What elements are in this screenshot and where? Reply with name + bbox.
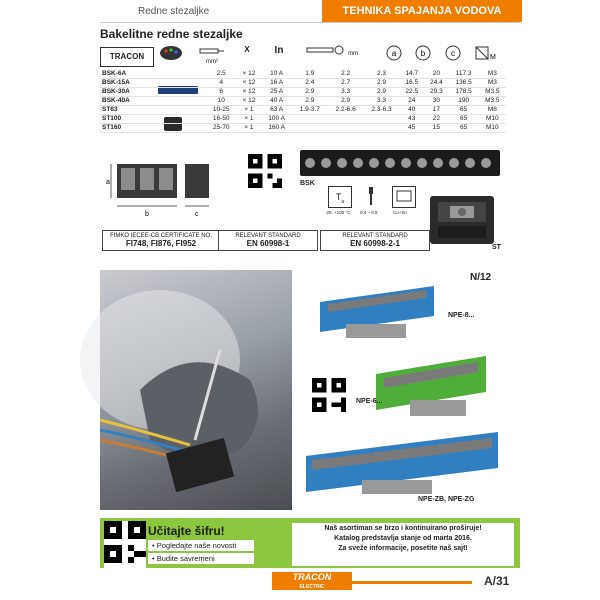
spec-cell <box>328 115 364 124</box>
spec-cell: 190 <box>458 97 470 104</box>
spec-cell: 2.5 <box>216 70 226 77</box>
product-code: BSK-15A <box>102 79 130 86</box>
thumbnail-cell <box>146 70 206 79</box>
page-number: A/31 <box>484 574 510 588</box>
wire-mm2-icon <box>198 45 226 65</box>
spec-cell: 30 <box>432 97 440 104</box>
npe-label-2: NPE-6... <box>356 398 383 405</box>
thumbnail-cell <box>146 106 206 115</box>
table-row <box>100 79 506 88</box>
spec-cell: 4 <box>219 79 224 86</box>
screwdriver-icon <box>360 186 382 206</box>
bsk-label: BSK <box>300 180 315 187</box>
message-line: Za sveže informacije, posetite naš sajt! <box>338 545 468 552</box>
spec-cell: × 12 <box>242 88 256 95</box>
product-code: BSK-6A <box>102 70 127 77</box>
x-label: X <box>244 45 250 54</box>
spec-cell: 10-25 <box>212 106 230 113</box>
spec-cell: 16 A <box>270 79 284 86</box>
spec-cell: 2.9 <box>305 88 315 95</box>
spec-cell <box>364 124 400 133</box>
thumbnail-cell <box>146 115 206 124</box>
npe-badge: N/12 <box>470 272 492 283</box>
spec-cell <box>292 115 328 124</box>
section-label: Redne stezaljke <box>138 6 210 17</box>
fimko-certificate-box <box>102 230 220 251</box>
npe-blue-busbar <box>316 284 438 342</box>
spec-cell <box>328 124 364 133</box>
spec-cell: 2.9 <box>376 79 387 86</box>
tracon-footer-logo <box>272 572 352 590</box>
thumbnail-cell <box>146 88 206 97</box>
m-label: M <box>490 54 496 61</box>
spec-cell: 2.9 <box>305 97 315 104</box>
standard-en60998-1-box <box>218 230 318 251</box>
spec-cell: 10 <box>217 97 225 104</box>
dimension-diagram <box>103 158 223 228</box>
spec-cell: 20 <box>432 70 440 77</box>
screw-mm-icon <box>302 45 362 65</box>
qr-code-bottom <box>104 521 146 568</box>
spec-cell: 2.9 <box>376 88 387 95</box>
spec-cell: 65 <box>460 115 468 122</box>
standard-head: RELEVANT STANDARD <box>235 233 301 239</box>
bsk-screw <box>305 158 315 168</box>
spec-cell: 15 <box>432 124 440 131</box>
bsk-screw <box>465 158 475 168</box>
tracon-logo: TRACON <box>100 47 154 67</box>
catalog-message <box>292 523 514 566</box>
spec-cell <box>364 115 400 124</box>
spec-cell: 16-50 <box>212 115 230 122</box>
current-icon <box>268 45 290 65</box>
spec-cell: M8 <box>487 106 497 113</box>
npe-label-1: NPE-8... <box>448 312 475 319</box>
standard-value: EN 60998-1 <box>246 239 290 248</box>
standard-head: RELEVANT STANDARD <box>342 233 408 239</box>
bsk-screw <box>433 158 443 168</box>
qr-code-top <box>248 154 282 193</box>
category-banner: TEHNIKA SPAJANJA VODOVA <box>322 0 522 22</box>
bsk-screw <box>337 158 347 168</box>
spec-cell: 29.3 <box>430 88 443 95</box>
b-label: b <box>420 49 426 58</box>
spec-cell: 2.4 <box>305 79 315 86</box>
c-icon <box>444 45 462 65</box>
spec-cell: 45 <box>408 124 416 131</box>
b-icon <box>414 45 432 65</box>
mm-label: mm <box>348 51 359 57</box>
torque-range: 0.4 – 0.8 <box>360 210 378 215</box>
in-label: In <box>274 45 284 56</box>
npe-green-busbar <box>370 350 492 420</box>
temperature-icon: $T_a$ <box>328 186 352 208</box>
scan-code-heading: Učitajte šifru! <box>148 524 225 538</box>
message-line: Katalog predstavlja stanje od marta 2016. <box>334 535 472 542</box>
list-item-text: Budite savremeni <box>156 554 215 563</box>
spec-cell: 25 A <box>270 88 284 95</box>
spec-cell: 3.3 <box>376 97 387 104</box>
st-terminal-block <box>430 196 494 244</box>
brand-tagline: ELECTRIC <box>299 584 325 590</box>
spec-cell: 24.4 <box>430 79 443 86</box>
spec-cell: 17 <box>432 106 440 113</box>
spec-cell: 14.7 <box>405 70 419 77</box>
mm2-label: mm² <box>206 59 218 65</box>
qr-code-middle <box>312 378 346 417</box>
table-row <box>100 106 506 115</box>
m-icon <box>473 45 496 65</box>
spec-cell: 117.3 <box>455 70 472 77</box>
dim-c-label: c <box>195 211 199 218</box>
spec-cell: 10 A <box>270 70 284 77</box>
spec-cell: × 1 <box>244 124 254 131</box>
dim-b-label: b <box>145 211 149 218</box>
temperature-range: -25..+100 °C <box>325 210 351 215</box>
spec-cell: 2.3 <box>376 70 387 77</box>
brand-name: TRACON <box>292 572 332 582</box>
spec-cell: 43 <box>408 115 416 122</box>
spec-cell: 136.5 <box>455 79 472 86</box>
spec-cell: 22.5 <box>405 88 419 95</box>
spec-cell: 22 <box>432 115 440 122</box>
list-item-text: Pogledajte naše novosti <box>156 541 237 550</box>
page-title: Bakelitne redne stezaljke <box>100 27 243 41</box>
spec-cell: 1.9-3.7 <box>299 106 320 113</box>
spec-cell: × 12 <box>242 70 256 77</box>
bsk-screw <box>449 158 459 168</box>
spec-cell: 2.3-6.3 <box>371 106 392 113</box>
spec-cell: 65 <box>460 106 468 113</box>
scan-code-list <box>148 540 254 566</box>
bsk-screw <box>481 158 491 168</box>
standard-en60998-2-1-box <box>320 230 430 251</box>
spec-cell: M3 <box>487 70 497 77</box>
list-item: • Budite savremeni <box>148 553 254 564</box>
product-code: BSK-40A <box>102 97 130 104</box>
c-label: c <box>451 49 455 58</box>
bsk-screw <box>401 158 411 168</box>
spec-cell <box>292 124 328 133</box>
spec-cell: M10 <box>486 124 499 131</box>
spec-cell: 6 <box>219 88 224 95</box>
spec-cell: 178.5 <box>455 88 472 95</box>
st-label: ST <box>492 244 501 251</box>
spec-cell: × 1 <box>244 115 254 122</box>
spec-cell: 25-70 <box>212 124 230 131</box>
spec-cell: M10 <box>486 115 499 122</box>
product-code: ST160 <box>102 124 122 131</box>
message-line: Naš asortiman se brzo i kontinuirano proširuje! <box>324 525 482 532</box>
a-icon <box>385 45 403 65</box>
spec-cell: M3.5 <box>485 97 500 104</box>
npe-z-busbar <box>302 430 502 502</box>
bsk-screw <box>369 158 379 168</box>
spec-cell: 160 A <box>268 124 285 131</box>
bsk-screw <box>385 158 395 168</box>
spec-cell: 100 A <box>268 115 285 122</box>
palette-icon <box>158 45 184 65</box>
table-row <box>100 97 506 106</box>
spec-cell: 65 <box>460 124 468 131</box>
x-count-icon <box>237 45 257 65</box>
table-row <box>100 88 506 97</box>
material-icon <box>392 186 416 208</box>
dim-a-label: a <box>106 179 110 186</box>
spec-cell: 1.9 <box>305 70 315 77</box>
spec-cell: 3.3 <box>341 88 351 95</box>
spec-cell: 40 A <box>270 97 284 104</box>
thumbnail-cell <box>146 79 206 88</box>
thumbnail-cell <box>146 124 206 133</box>
material-label: Cu+Sn <box>393 210 407 215</box>
spec-cell: × 1 <box>244 106 254 113</box>
bsk-screw <box>417 158 427 168</box>
standard-value: EN 60998-2-1 <box>350 239 400 248</box>
spec-cell: × 12 <box>242 97 256 104</box>
list-item: • Pogledajte naše novosti <box>148 540 254 551</box>
table-row <box>100 124 506 133</box>
footer-accent-bar <box>352 581 472 584</box>
table-row <box>100 115 506 124</box>
spec-cell: 40 <box>408 106 416 113</box>
standard-value: FI748, FI876, FI952 <box>125 239 197 248</box>
spec-cell: 24 <box>408 97 416 104</box>
a-label: a <box>391 49 397 58</box>
spec-cell: M3.5 <box>485 88 500 95</box>
spec-cell: 2.2-6.6 <box>335 106 356 113</box>
npe-label-3: NPE-ZB, NPE-ZG <box>418 496 475 503</box>
spec-cell: 16.5 <box>405 79 419 86</box>
bsk-screw <box>321 158 331 168</box>
spec-cell: × 12 <box>242 79 256 86</box>
table-row <box>100 70 506 79</box>
bsk-screw <box>353 158 363 168</box>
spec-cell: 2.9 <box>341 97 351 104</box>
header-divider <box>100 22 520 23</box>
product-code: ST63 <box>102 106 118 113</box>
product-code: BSK-30A <box>102 88 130 95</box>
spec-cell: 2.2 <box>341 70 351 77</box>
standard-head: FIMKO IECEE-CB CERTIFICATE NO. <box>110 233 212 239</box>
spec-cell: 2.7 <box>341 79 351 86</box>
bsk-terminal-strip <box>300 150 500 176</box>
spec-table <box>100 70 506 133</box>
spec-cell: M3 <box>487 79 497 86</box>
product-code: ST100 <box>102 115 122 122</box>
spec-cell: 63 A <box>270 106 284 113</box>
gloved-hand-photo <box>100 270 292 510</box>
thumbnail-cell <box>146 97 206 106</box>
